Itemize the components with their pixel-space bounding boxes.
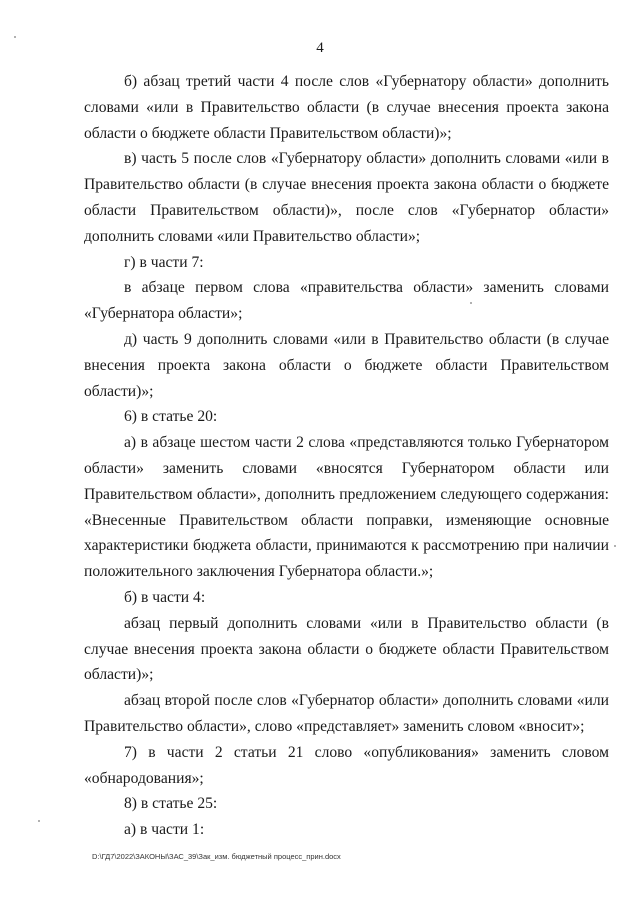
paragraph: в абзаце первом слова «правительства области» заменить словами «Губернатора области»; — [84, 279, 609, 323]
document-body — [84, 69, 609, 843]
paragraph: абзац первый дополнить словами «или в Правительство области (в случае внесения проекта закона области о бюджете области Правительством области)»; — [84, 614, 609, 684]
paragraph: 6) в статье 20: — [124, 408, 218, 426]
paragraph: 7) в части 2 статьи 21 слово «опубликования» заменить словом «обнародования»; — [84, 743, 609, 787]
scan-speck — [614, 545, 616, 547]
scan-speck — [470, 302, 472, 304]
paragraph: д) часть 9 дополнить словами «или в Правительство области (в случае внесения проекта закона области о бюджете области Правительством области)»; — [84, 330, 609, 400]
paragraph: б) в части 4: — [124, 588, 206, 606]
paragraph: г) в части 7: — [124, 253, 204, 271]
page-number: 4 — [316, 40, 324, 56]
scan-speck — [38, 820, 40, 822]
paragraph: в) часть 5 после слов «Губернатору области» дополнить словами «или в Правительство области (в случае внесения проекта закона области о бюджете области Правительством области)», после слов «Губернатор области» дополнить словами «или Правительство области»; — [84, 150, 609, 245]
scan-speck — [14, 36, 16, 38]
paragraph: абзац второй после слов «Губернатор области» дополнить словами «или Правительство области», слово «представляет» заменить словом «вносит»; — [84, 692, 609, 735]
paragraph: б) абзац третий части 4 после слов «Губернатору области» дополнить словами «или в Правительство области (в случае внесения проекта закона области о бюджете области Правительством области)»; — [84, 73, 609, 142]
paragraph: а) в части 1: — [124, 821, 205, 839]
paragraph: а) в абзаце шестом части 2 слова «представляются только Губернатором области» заменить словами «вносятся Губернатором области или Правительством области», дополнить предложением следующего содержания: «Внесенные Правительством области поправки, изменяющие основные характеристики бюджета области, принимаются к рассмотрению при наличии положительного заключения Губернатора области.»; — [84, 434, 609, 581]
paragraph: 8) в статье 25: — [124, 795, 218, 813]
file-path-footer: D:\ГД7\2022\ЗАКОНЫ\ЗАС_39\Зак_изм. бюджетный процесс_прин.docx — [92, 852, 341, 861]
